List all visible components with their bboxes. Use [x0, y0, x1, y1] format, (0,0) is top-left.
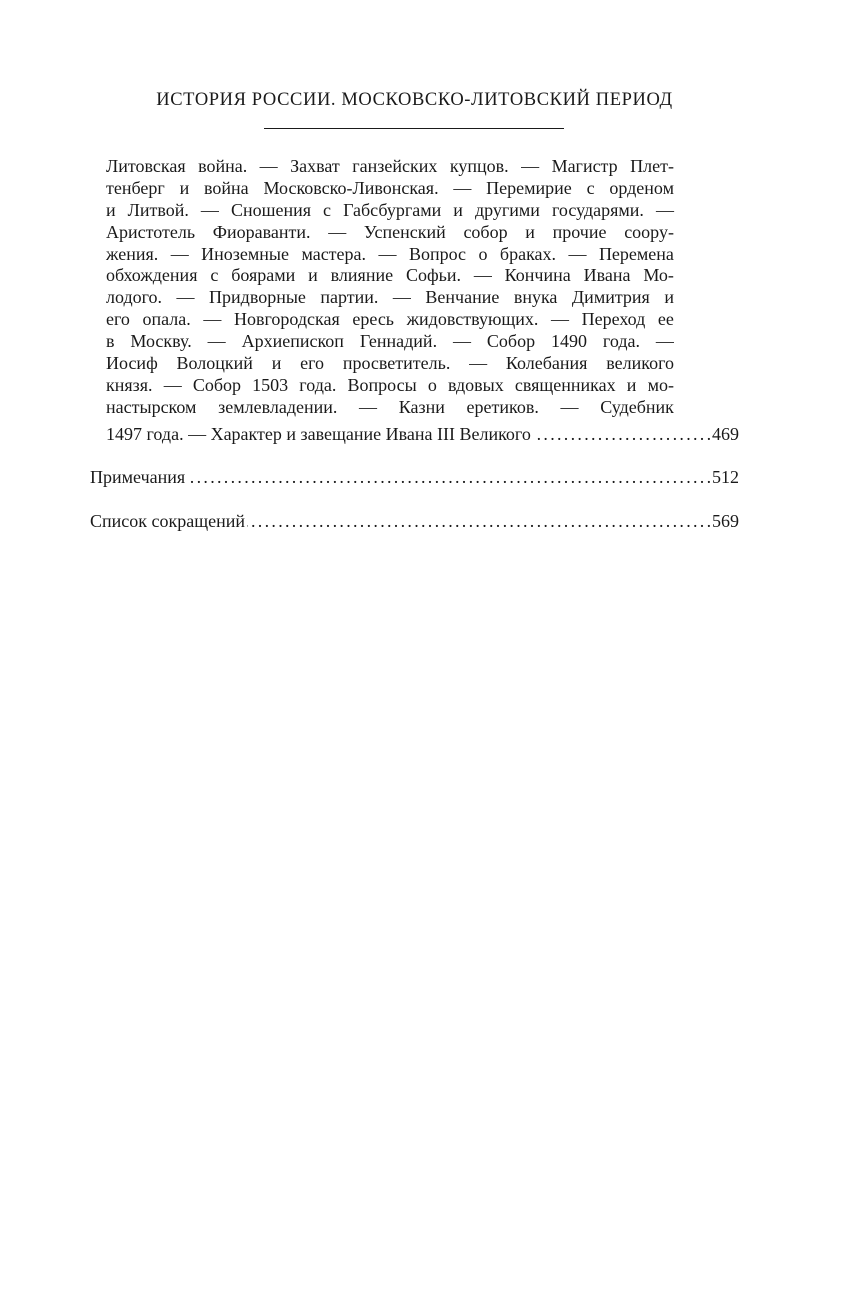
summary-word: прочие [552, 221, 607, 242]
summary-word: Литовская [106, 156, 186, 176]
summary-word: Вопросы [347, 374, 417, 395]
summary-word: Перемена [598, 243, 674, 264]
summary-word: — [560, 396, 579, 417]
summary-word: о [478, 243, 488, 264]
summary-word: Собор [486, 331, 536, 352]
summary-word: ее [657, 309, 674, 330]
dot-leader [247, 510, 710, 532]
summary-word: 1503 [252, 374, 289, 395]
summary-word: Димитрия [571, 287, 650, 308]
header-rule [264, 128, 564, 129]
summary-word: Захват [290, 156, 340, 176]
running-head: ИСТОРИЯ РОССИИ. МОСКОВСКО-ЛИТОВСКИЙ ПЕРИОД [156, 90, 673, 110]
summary-word: — [328, 221, 347, 242]
summary-word: Московско-Ливонская. [263, 177, 439, 198]
summary-word: опала. [142, 309, 191, 330]
summary-word: обхождения [106, 265, 198, 286]
summary-word: с [210, 265, 219, 286]
summary-word: Софьи. [405, 265, 461, 286]
summary-line [106, 309, 674, 331]
summary-word: браках. [499, 243, 557, 264]
summary-word: Москву. [130, 331, 192, 352]
summary-word: Переход [581, 309, 646, 330]
summary-word: купцов. [449, 156, 509, 176]
summary-word: и [106, 199, 116, 220]
summary-word: собор [463, 221, 508, 242]
summary-word: другими [474, 199, 540, 220]
page-number: 512 [712, 467, 739, 487]
summary-word: года. [602, 331, 640, 352]
summary-word: тенберг [106, 177, 165, 198]
summary-word: и [308, 265, 318, 286]
summary-word: его [106, 309, 130, 330]
summary-word: 1490 [551, 331, 587, 352]
summary-word: Волоцкий [176, 353, 253, 374]
summary-word: орденом [609, 177, 674, 198]
dot-leader [187, 466, 710, 488]
summary-line [106, 200, 674, 222]
summary-word: мастера. [301, 243, 367, 264]
summary-line [106, 178, 674, 200]
summary-word: — [203, 309, 222, 330]
summary-word: — [469, 353, 488, 374]
summary-word: — [359, 396, 378, 417]
summary-word: — [551, 309, 570, 330]
summary-word: — [453, 177, 472, 198]
summary-word: — [207, 331, 226, 352]
summary-word: — [452, 331, 471, 352]
chapter-summary [106, 156, 674, 419]
summary-word: Габсбургами [343, 199, 442, 220]
summary-word: — [521, 156, 540, 176]
toc-entry-title: Примечания [90, 467, 186, 487]
summary-line [106, 353, 674, 375]
summary-word: Успенский [363, 221, 446, 242]
page-number: 569 [712, 511, 739, 531]
summary-word: Венчание [425, 287, 500, 308]
summary-word: — [170, 243, 189, 264]
toc-entry-abbreviations[interactable] [90, 510, 739, 532]
summary-word: его [300, 353, 325, 374]
summary-word: Перемирие [486, 177, 572, 198]
summary-word: князя. [106, 374, 153, 395]
summary-word: жения. [106, 243, 159, 264]
summary-word: Мо- [643, 265, 674, 286]
summary-word: о [427, 374, 437, 395]
summary-word: — [392, 287, 411, 308]
summary-word: Вопрос [408, 243, 467, 264]
summary-word: еретиков. [466, 396, 539, 417]
summary-word: Новгородская [233, 309, 340, 330]
summary-word: великого [606, 353, 674, 374]
summary-word: Кончина [504, 265, 571, 286]
summary-word: просветитель. [342, 353, 451, 374]
summary-word: Магистр [551, 156, 618, 176]
summary-line [106, 287, 674, 309]
summary-word: жидовствующих. [406, 309, 539, 330]
summary-word: в [106, 331, 115, 352]
summary-word: с [323, 199, 332, 220]
summary-word: Геннадий. [359, 331, 438, 352]
summary-word: государями. [551, 199, 644, 220]
summary-word: — [200, 199, 219, 220]
summary-word: Сношения [230, 199, 311, 220]
summary-word: война. [198, 156, 248, 176]
summary-word: и [179, 177, 190, 198]
summary-word: — [568, 243, 587, 264]
summary-word: партии. [320, 287, 379, 308]
dot-leader [533, 424, 710, 446]
summary-word: Аристотель [106, 221, 196, 242]
summary-word: года. [299, 374, 337, 395]
summary-word: и [626, 374, 637, 395]
summary-word: и [664, 287, 674, 308]
summary-line [106, 244, 674, 266]
summary-word: с [586, 177, 595, 198]
summary-word: Фиораванти. [212, 221, 311, 242]
summary-word: вдовых [447, 374, 504, 395]
summary-word: ганзейских [352, 156, 438, 176]
summary-word: Плет- [630, 156, 674, 176]
summary-word: и [525, 221, 535, 242]
summary-word: — [655, 331, 674, 352]
summary-word: — [259, 156, 278, 176]
summary-word: лодого. [106, 287, 163, 308]
summary-word: Ивана [583, 265, 631, 286]
summary-word: Архиепископ [241, 331, 344, 352]
summary-word: Литвой. [127, 199, 189, 220]
summary-word: Иосиф [106, 353, 158, 374]
summary-word: соору- [624, 221, 674, 242]
page-number: 469 [712, 424, 739, 444]
summary-last-line [106, 424, 739, 446]
summary-word: — [378, 243, 397, 264]
summary-word: Иноземные [201, 243, 289, 264]
summary-word: влияние [330, 265, 394, 286]
summary-word: Судебник [600, 396, 674, 417]
summary-word: и [453, 199, 463, 220]
summary-word: — [176, 287, 195, 308]
summary-word: и [271, 353, 282, 374]
summary-last-text: 1497 года. — Характер и завещание Ивана III Великого [106, 424, 531, 444]
summary-word: священниках [514, 374, 616, 395]
summary-word: — [473, 265, 492, 286]
summary-word: внука [513, 287, 558, 308]
toc-entry-title: Список сокращений [90, 511, 245, 531]
summary-line [106, 331, 674, 353]
summary-word: — [163, 374, 182, 395]
summary-word: мо- [647, 374, 674, 395]
toc-entry-notes[interactable] [90, 466, 739, 488]
summary-word: настырском [106, 396, 197, 417]
summary-word: Колебания [505, 353, 588, 374]
summary-word: ересь [352, 309, 395, 330]
summary-line [106, 265, 674, 287]
summary-line [106, 156, 674, 178]
summary-line [106, 397, 674, 419]
summary-line [106, 222, 674, 244]
summary-word: война [204, 177, 249, 198]
summary-word: — [655, 199, 674, 220]
summary-word: Казни [398, 396, 445, 417]
summary-word: Собор [192, 374, 241, 395]
summary-word: Придворные [209, 287, 306, 308]
summary-word: боярами [231, 265, 296, 286]
summary-line [106, 375, 674, 397]
summary-word: землевладении. [218, 396, 338, 417]
